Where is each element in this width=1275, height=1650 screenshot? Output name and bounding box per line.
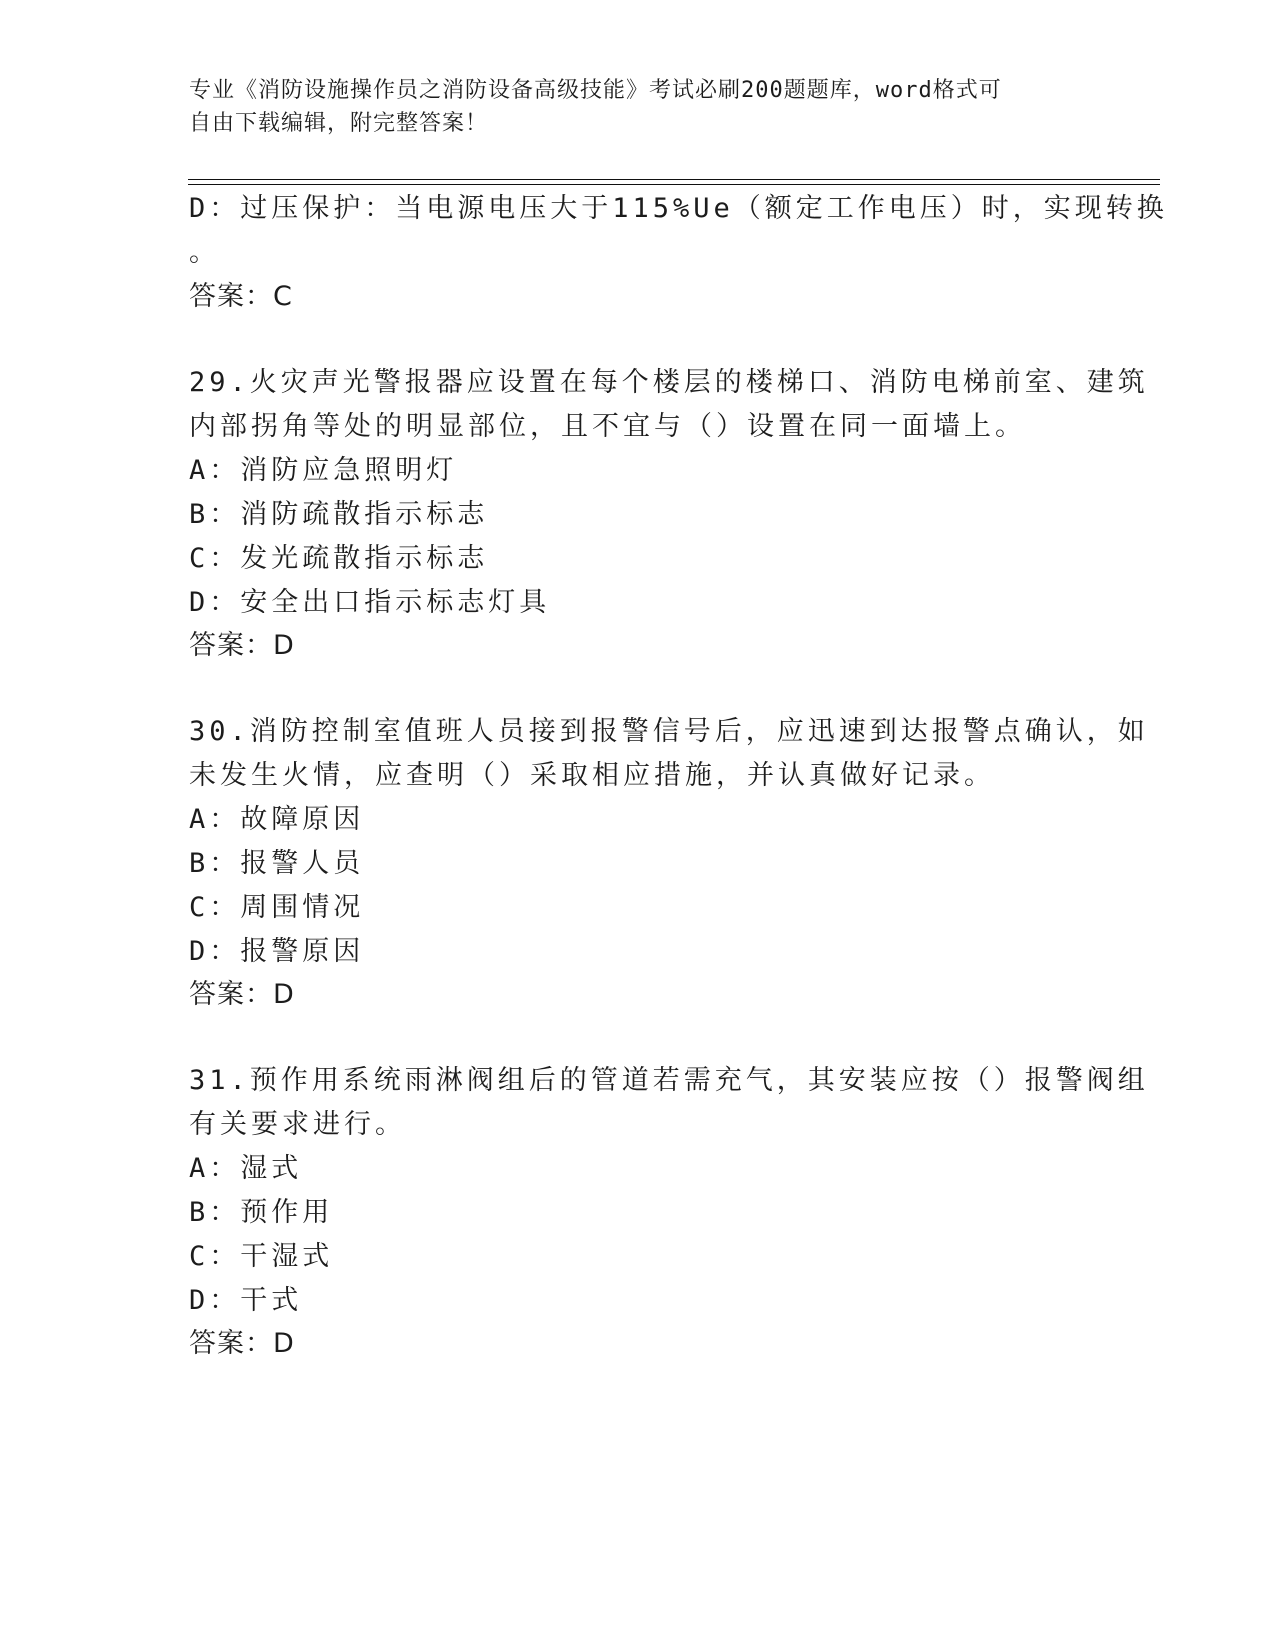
question-31-answer: 答案：D xyxy=(189,1328,295,1359)
question-30-option-d: D：报警原因 xyxy=(189,936,365,967)
answer-carryover: 答案：C xyxy=(189,281,293,312)
question-30-option-a: A：故障原因 xyxy=(189,804,365,835)
header-divider-top xyxy=(188,179,1160,180)
question-30-stem-line-2: 未发生火情，应查明（）采取相应措施，并认真做好记录。 xyxy=(189,760,995,791)
question-29-stem-line-2: 内部拐角等处的明显部位，且不宜与（）设置在同一面墙上。 xyxy=(189,411,1026,442)
question-29-option-c: C：发光疏散指示标志 xyxy=(189,543,489,574)
question-31-stem-line-1: 31.预作用系统雨淋阀组后的管道若需充气，其安装应按（）报警阀组 xyxy=(189,1065,1149,1096)
question-31-option-a: A：湿式 xyxy=(189,1153,303,1184)
header-title-line-2: 自由下载编辑，附完整答案！ xyxy=(189,111,489,136)
question-29-answer: 答案：D xyxy=(189,630,295,661)
option-d-carryover-continued: 。 xyxy=(189,237,220,268)
question-30-option-c: C：周围情况 xyxy=(189,892,365,923)
option-d-carryover: D：过压保护：当电源电压大于115%Ue（额定工作电压）时，实现转换 xyxy=(189,193,1168,224)
question-29-stem-line-1: 29.火灾声光警报器应设置在每个楼层的楼梯口、消防电梯前室、建筑 xyxy=(189,367,1149,398)
question-30-option-b: B：报警人员 xyxy=(189,848,365,879)
header-title-line-1: 专业《消防设施操作员之消防设备高级技能》考试必刷200题题库，word格式可 xyxy=(189,78,1002,103)
question-29-option-a: A：消防应急照明灯 xyxy=(189,455,458,486)
question-29-option-b: B：消防疏散指示标志 xyxy=(189,499,489,530)
header-divider-bottom xyxy=(188,184,1160,185)
question-29-option-d: D：安全出口指示标志灯具 xyxy=(189,587,551,618)
question-30-answer: 答案：D xyxy=(189,979,295,1010)
question-30-stem-line-1: 30.消防控制室值班人员接到报警信号后，应迅速到达报警点确认，如 xyxy=(189,716,1149,747)
question-31-stem-line-2: 有关要求进行。 xyxy=(189,1109,406,1140)
question-31-option-b: B：预作用 xyxy=(189,1197,334,1228)
question-31-option-d: D：干式 xyxy=(189,1285,303,1316)
document-header xyxy=(189,74,1069,140)
question-31-option-c: C：干湿式 xyxy=(189,1241,334,1272)
